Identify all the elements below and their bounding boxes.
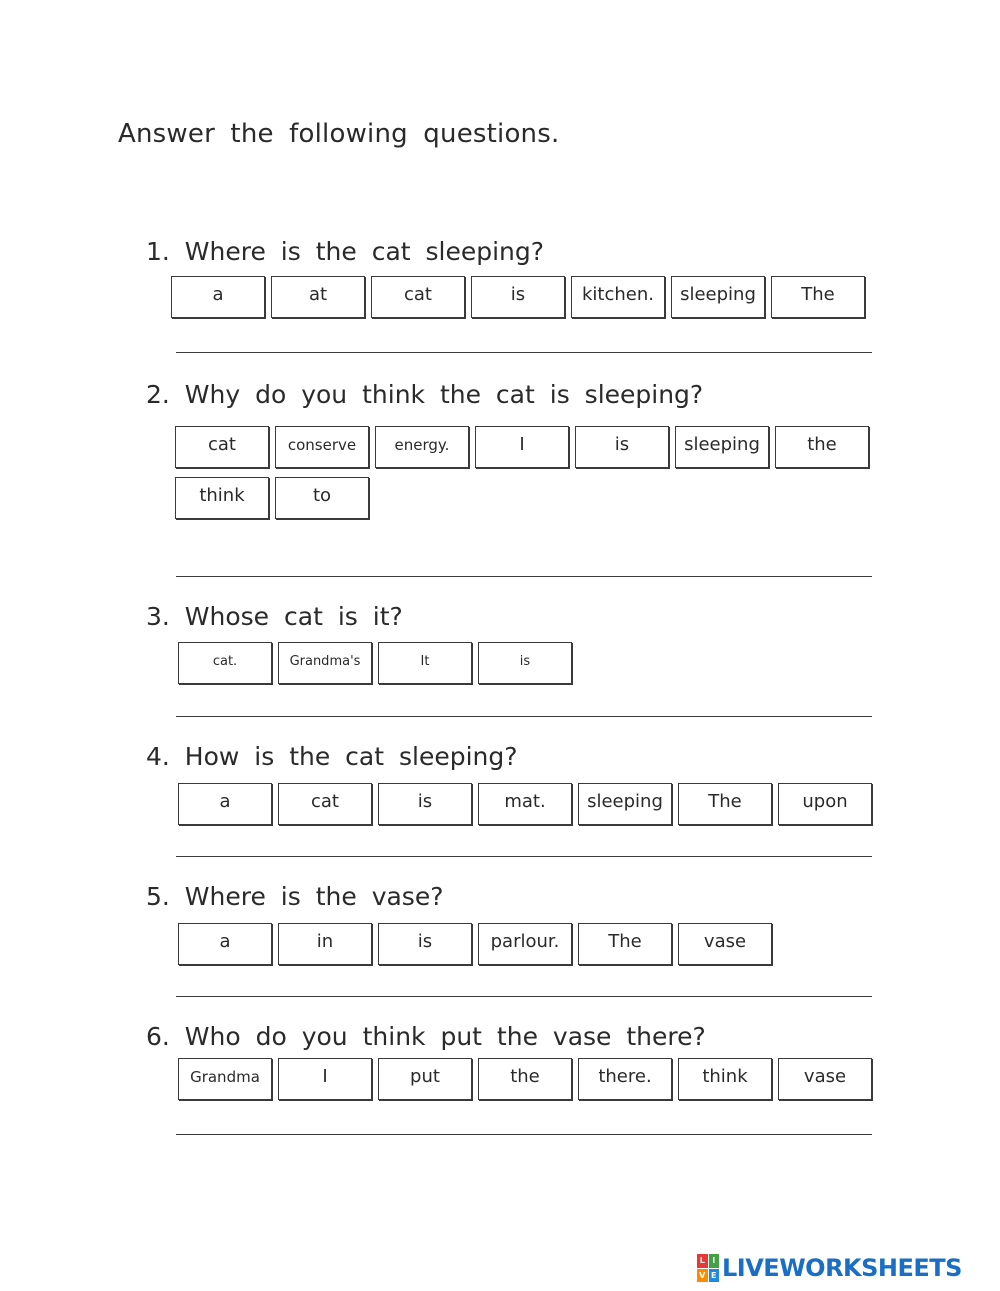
word-tile[interactable]: think [175, 477, 269, 519]
word-tile[interactable]: Grandma's [278, 642, 372, 684]
word-tile[interactable]: cat [175, 426, 269, 468]
logo-letter: L [697, 1254, 708, 1268]
answer-line-1[interactable] [176, 352, 872, 353]
word-tile[interactable]: in [278, 923, 372, 965]
word-tile[interactable]: to [275, 477, 369, 519]
question-1: 1. Where is the cat sleeping? [146, 237, 545, 266]
answer-line-4[interactable] [176, 856, 872, 857]
word-tile[interactable]: a [171, 276, 265, 318]
word-tile[interactable]: vase [778, 1058, 872, 1100]
logo-letter: I [709, 1254, 720, 1268]
logo-letter: E [709, 1269, 720, 1283]
word-tile[interactable]: cat. [178, 642, 272, 684]
word-bank-2-row-1 [175, 426, 869, 468]
logo-letter: V [697, 1269, 708, 1283]
word-tile[interactable]: The [678, 783, 772, 825]
word-tile[interactable]: I [278, 1058, 372, 1100]
word-tile[interactable]: a [178, 783, 272, 825]
answer-line-6[interactable] [176, 1134, 872, 1135]
word-bank-3 [178, 642, 572, 684]
word-tile[interactable]: cat [371, 276, 465, 318]
word-tile[interactable]: a [178, 923, 272, 965]
word-tile[interactable]: energy. [375, 426, 469, 468]
instruction-heading: Answer the following questions. [118, 119, 560, 149]
word-tile[interactable]: is [378, 923, 472, 965]
word-tile[interactable]: Grandma [178, 1058, 272, 1100]
word-tile[interactable]: the [775, 426, 869, 468]
liveworksheets-logo [697, 1254, 962, 1282]
word-tile[interactable]: The [771, 276, 865, 318]
answer-line-3[interactable] [176, 716, 872, 717]
word-tile[interactable]: is [478, 642, 572, 684]
question-4: 4. How is the cat sleeping? [146, 742, 518, 771]
word-tile[interactable]: the [478, 1058, 572, 1100]
word-tile[interactable]: at [271, 276, 365, 318]
word-tile[interactable]: is [378, 783, 472, 825]
word-tile[interactable]: parlour. [478, 923, 572, 965]
word-tile[interactable]: sleeping [671, 276, 765, 318]
logo-mark-icon [697, 1254, 719, 1282]
word-tile[interactable]: put [378, 1058, 472, 1100]
word-tile[interactable]: there. [578, 1058, 672, 1100]
word-tile[interactable]: sleeping [578, 783, 672, 825]
word-tile[interactable]: I [475, 426, 569, 468]
word-bank-6 [178, 1058, 872, 1100]
question-3: 3. Whose cat is it? [146, 602, 403, 631]
word-tile[interactable]: mat. [478, 783, 572, 825]
word-tile[interactable]: cat [278, 783, 372, 825]
question-2: 2. Why do you think the cat is sleeping? [146, 380, 704, 409]
word-tile[interactable]: vase [678, 923, 772, 965]
word-tile[interactable]: kitchen. [571, 276, 665, 318]
brand-name: LIVEWORKSHEETS [722, 1254, 962, 1282]
word-bank-4 [178, 783, 872, 825]
word-tile[interactable]: is [575, 426, 669, 468]
word-tile[interactable]: is [471, 276, 565, 318]
word-tile[interactable]: conserve [275, 426, 369, 468]
answer-line-5[interactable] [176, 996, 872, 997]
word-tile[interactable]: think [678, 1058, 772, 1100]
question-6: 6. Who do you think put the vase there? [146, 1022, 706, 1051]
answer-line-2[interactable] [176, 576, 872, 577]
question-5: 5. Where is the vase? [146, 882, 444, 911]
word-tile[interactable]: The [578, 923, 672, 965]
word-bank-2-row-2 [175, 477, 369, 519]
word-bank-1 [171, 276, 865, 318]
word-tile[interactable]: It [378, 642, 472, 684]
word-tile[interactable]: sleeping [675, 426, 769, 468]
word-bank-5 [178, 923, 772, 965]
word-tile[interactable]: upon [778, 783, 872, 825]
